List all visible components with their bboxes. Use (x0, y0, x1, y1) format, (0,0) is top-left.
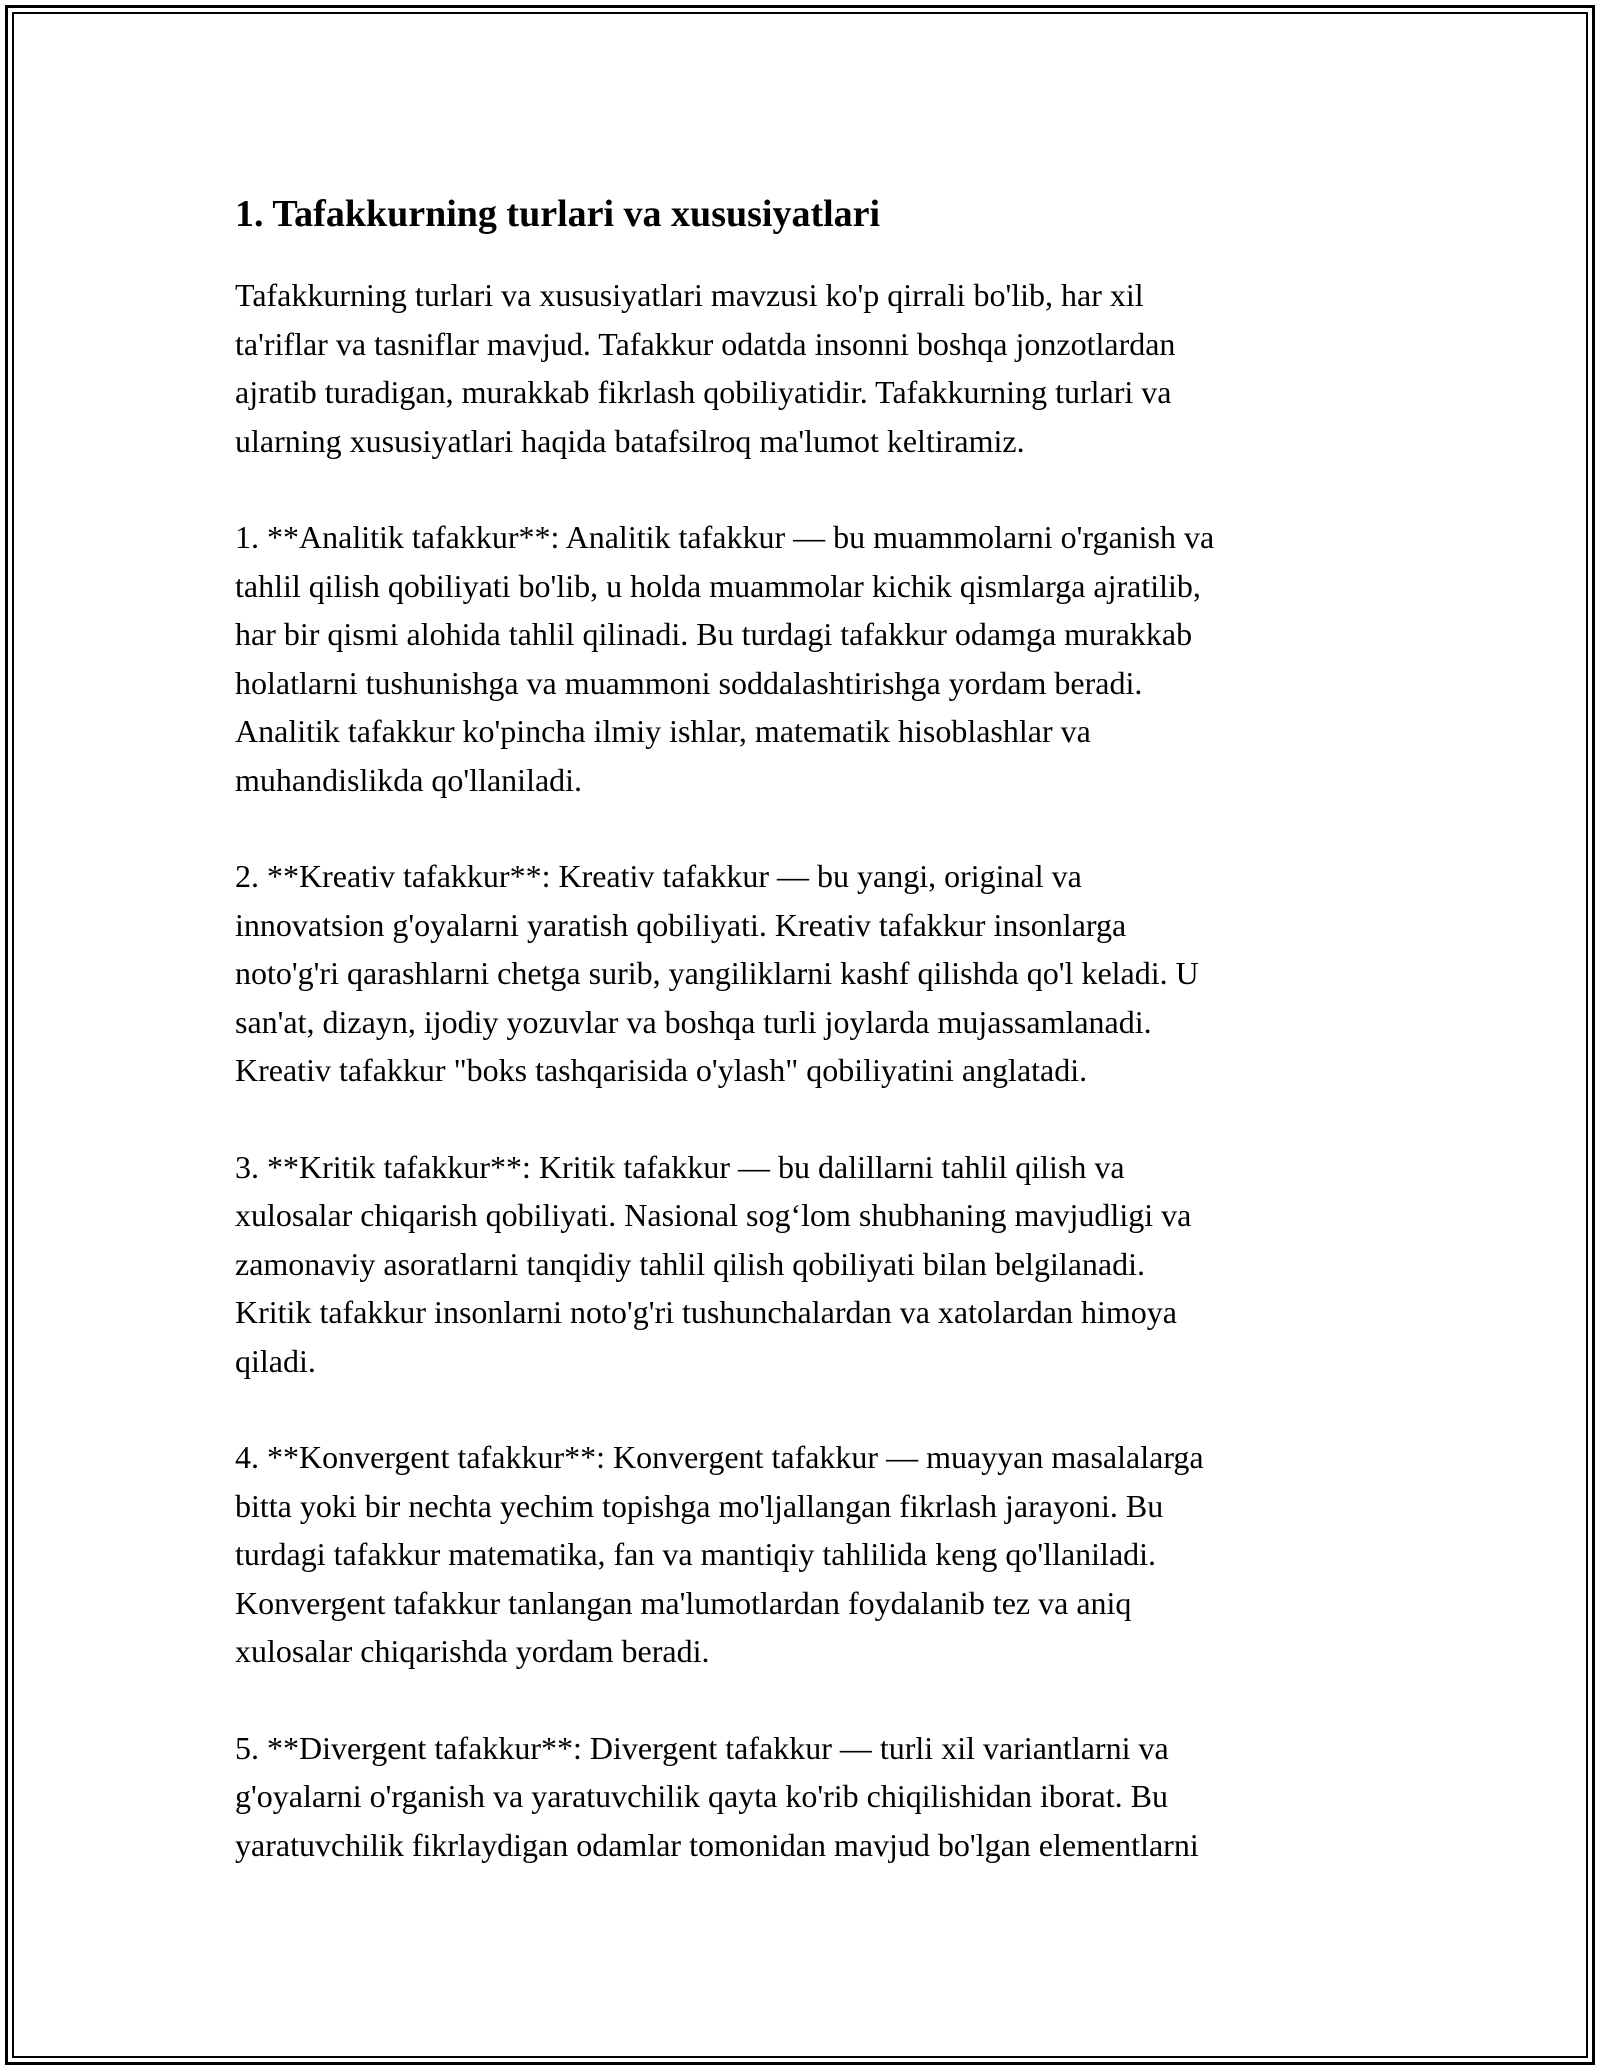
intro-paragraph: Tafakkurning turlari va xususiyatlari mavzusi ko'p qirrali bo'lib, har xil ta'riflar va tasniflar mavjud. Tafakkur odatda insonni boshqa jonzotlardan ajratib turadigan, murakkab fikrlash qobiliyatidir. Tafakkurning turlari va ularning xususiyatlari haqida batafsilroq ma'lumot keltiramiz. (235, 277, 1176, 459)
document-body (235, 186, 1375, 1917)
paragraph-analytic-thinking: 1. **Analitik tafakkur**: Analitik tafakkur — bu muammolarni o'rganish va tahlil qilish qobiliyati bo'lib, u holda muammolar kichik qismlarga ajratilib, har bir qismi alohida tahlil qilinadi. Bu turdagi tafakkur odamga murakkab holatlarni tushunishga va muammoni soddalashtirishga yordam beradi. Analitik tafakkur ko'pincha ilmiy ishlar, matematik hisoblashlar va muhandislikda qo'llaniladi. (235, 519, 1215, 798)
document-title: 1. Tafakkurning turlari va xususiyatlari (235, 193, 881, 235)
paragraph-convergent-thinking: 4. **Konvergent tafakkur**: Konvergent tafakkur — muayyan masalalarga bitta yoki bir nechta yechim topishga mo'ljallangan fikrlash jarayoni. Bu turdagi tafakkur matematika, fan va mantiqiy tahlilida keng qo'llaniladi. Konvergent tafakkur tanlangan ma'lumotlardan foydalanib tez va aniq xulosalar chiqarishda yordam beradi. (235, 1439, 1204, 1669)
paragraph-divergent-thinking: 5. **Divergent tafakkur**: Divergent tafakkur — turli xil variantlarni va g'oyalarni o'rganish va yaratuvchilik qayta ko'rib chiqilishidan iborat. Bu yaratuvchilik fikrlaydigan odamlar tomonidan mavjud bo'lgan elementlarni (235, 1729, 1199, 1863)
paragraph-creative-thinking: 2. **Kreativ tafakkur**: Kreativ tafakkur — bu yangi, original va innovatsion g'oyalarni yaratish qobiliyati. Kreativ tafakkur insonlarga noto'g'ri qarashlarni chetga surib, yangiliklarni kashf qilishda qo'l keladi. U san'at, dizayn, ijodiy yozuvlar va boshqa turli joylarda mujassamlanadi. Kreativ tafakkur "boks tashqarisida o'ylash" qobiliyatini anglatadi. (235, 858, 1199, 1088)
paragraph-critical-thinking: 3. **Kritik tafakkur**: Kritik tafakkur — bu dalillarni tahlil qilish va xulosalar chiqarish qobiliyati. Nasional sog‘lom shubhaning mavjudligi va zamonaviy asoratlarni tanqidiy tahlil qilish qobiliyati bilan belgilanadi. Kritik tafakkur insonlarni noto'g'ri tushunchalardan va xatolardan himoya qiladi. (235, 1148, 1192, 1379)
